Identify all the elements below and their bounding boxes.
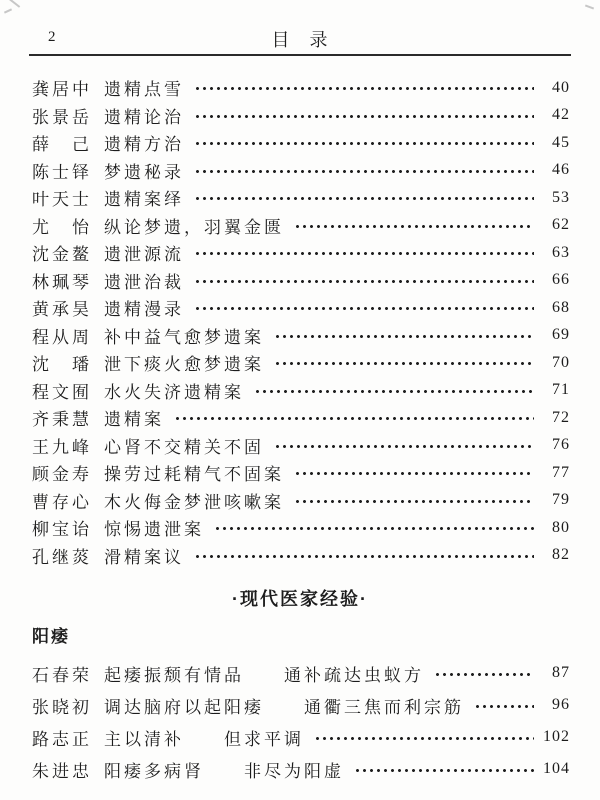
toc-entry-page: 40 xyxy=(552,78,570,96)
toc-entry-title: 主以清补 但求平调 xyxy=(104,729,304,749)
toc-entry-title: 遗精论治 xyxy=(104,107,184,127)
toc-entry-title: 惊惕遗泄案 xyxy=(104,520,204,540)
dot-leader xyxy=(354,753,534,785)
dot-leader xyxy=(174,404,534,432)
toc-entry-page: 46 xyxy=(552,161,570,179)
toc-entry-author: 黄承昊 xyxy=(32,300,92,320)
dot-leader xyxy=(294,212,534,240)
dot-leader xyxy=(194,102,534,130)
toc-entry xyxy=(32,657,570,689)
toc-entry-page: 53 xyxy=(552,188,570,206)
toc-entry-page: 66 xyxy=(552,271,570,289)
toc-entry-author: 沈 璠 xyxy=(32,355,92,375)
dot-leader xyxy=(274,349,534,377)
section-header-modern-physicians: ·现代医家经验· xyxy=(232,589,368,609)
toc-entry-author: 程文囿 xyxy=(32,382,92,402)
toc-entry-title: 水火失济遗精案 xyxy=(104,382,244,402)
toc-entry-author: 路志正 xyxy=(32,729,92,749)
toc-entry xyxy=(32,432,570,460)
toc-entry xyxy=(32,721,570,753)
toc-entry xyxy=(32,542,570,570)
toc-entry xyxy=(32,404,570,432)
toc-entry-author: 顾金寿 xyxy=(32,465,92,485)
toc-entry-page: 72 xyxy=(552,408,570,426)
toc-entry-title: 遗泄治裁 xyxy=(104,272,184,292)
dot-leader xyxy=(194,184,534,212)
page-header xyxy=(0,0,600,54)
toc-entry-title: 心肾不交精关不固 xyxy=(104,437,264,457)
toc-entry-page: 87 xyxy=(552,664,570,681)
toc-entry-author: 曹存心 xyxy=(32,492,92,512)
toc-entry xyxy=(32,322,570,350)
toc-entry-page: 80 xyxy=(552,518,570,536)
toc-entry xyxy=(32,102,570,130)
toc-entry xyxy=(32,129,570,157)
toc-entry xyxy=(32,239,570,267)
toc-entry xyxy=(32,514,570,542)
toc-entry-title: 遗精漫录 xyxy=(104,300,184,320)
toc-entry-title: 木火侮金梦泄咳嗽案 xyxy=(104,492,284,512)
toc-entry-title: 纵论梦遗，羽翼金匮 xyxy=(104,217,284,237)
toc-entry-page: 96 xyxy=(552,696,570,713)
toc-entry-author: 陈士铎 xyxy=(32,162,92,182)
dot-leader xyxy=(194,239,534,267)
toc-entry-author: 柳宝诒 xyxy=(32,520,92,540)
dot-leader xyxy=(294,487,534,515)
toc-entry-page: 68 xyxy=(552,298,570,316)
toc-entry xyxy=(32,267,570,295)
dot-leader xyxy=(194,74,534,102)
toc-entry-author: 叶天士 xyxy=(32,190,92,210)
toc-entry-page: 70 xyxy=(552,353,570,371)
toc-entry-author: 孔继菼 xyxy=(32,547,92,567)
toc-list-classical xyxy=(32,74,570,569)
toc-entry-author: 朱进忠 xyxy=(32,761,92,781)
toc-entry-page: 82 xyxy=(552,546,570,564)
toc-entry xyxy=(32,294,570,322)
toc-entry-title: 操劳过耗精气不固案 xyxy=(104,465,284,485)
subsection-header-yangwei: 阳痿 xyxy=(32,627,70,646)
toc-entry-author: 龚居中 xyxy=(32,80,92,100)
toc-entry-author: 程从周 xyxy=(32,327,92,347)
toc-entry xyxy=(32,349,570,377)
dot-leader xyxy=(214,514,534,542)
toc-entry-page: 62 xyxy=(552,216,570,234)
toc-entry xyxy=(32,157,570,185)
dot-leader xyxy=(194,267,534,295)
dot-leader xyxy=(434,657,534,689)
toc-entry-author: 薛 己 xyxy=(32,135,92,155)
toc-entry-author: 王九峰 xyxy=(32,437,92,457)
dot-leader xyxy=(194,294,534,322)
toc-list-modern xyxy=(32,657,570,785)
toc-entry-title: 泄下痰火愈梦遗案 xyxy=(104,355,264,375)
toc-entry-page: 102 xyxy=(543,728,570,745)
toc-entry-page: 42 xyxy=(552,106,570,124)
dot-leader xyxy=(194,542,534,570)
toc-entry-page: 63 xyxy=(552,243,570,261)
toc-entry-page: 104 xyxy=(543,760,570,777)
toc-entry xyxy=(32,487,570,515)
toc-entry-title: 调达脑府以起阳痿 通衢三焦而利宗筋 xyxy=(104,697,464,717)
toc-entry-title: 遗精案 xyxy=(104,410,164,430)
toc-entry-author: 石春荣 xyxy=(32,665,92,685)
dot-leader xyxy=(194,157,534,185)
toc-entry-title: 遗泄源流 xyxy=(104,245,184,265)
toc-entry xyxy=(32,753,570,785)
page-title: 目 录 xyxy=(271,30,329,50)
toc-entry-page: 77 xyxy=(552,463,570,481)
toc-entry-title: 阳痿多病肾 非尽为阳虚 xyxy=(104,761,344,781)
toc-entry-title: 补中益气愈梦遗案 xyxy=(104,327,264,347)
toc-entry xyxy=(32,212,570,240)
toc-entry xyxy=(32,74,570,102)
toc-entry-author: 齐秉慧 xyxy=(32,410,92,430)
dot-leader xyxy=(194,129,534,157)
toc-entry-title: 梦遗秘录 xyxy=(104,162,184,182)
dot-leader xyxy=(294,459,534,487)
toc-entry-page: 79 xyxy=(552,491,570,509)
toc-entry-author: 张景岳 xyxy=(32,107,92,127)
toc-entry-page: 69 xyxy=(552,326,570,344)
toc-entry xyxy=(32,184,570,212)
dot-leader xyxy=(314,721,534,753)
toc-entry-author: 沈金鳌 xyxy=(32,245,92,265)
dot-leader xyxy=(274,322,534,350)
toc-entry-page: 71 xyxy=(552,381,570,399)
toc-entry-title: 遗精案绎 xyxy=(104,190,184,210)
toc-entry-author: 林珮琴 xyxy=(32,272,92,292)
toc-entry-author: 张晓初 xyxy=(32,697,92,717)
toc-entry-page: 76 xyxy=(552,436,570,454)
toc-entry-author: 尤 怡 xyxy=(32,217,92,237)
toc-entry-page: 45 xyxy=(552,133,570,151)
header-rule xyxy=(29,54,571,56)
toc-entry-title: 遗精方治 xyxy=(104,135,184,155)
toc-entry xyxy=(32,459,570,487)
dot-leader xyxy=(274,432,534,460)
toc-entry-title: 遗精点雪 xyxy=(104,80,184,100)
dot-leader xyxy=(254,377,534,405)
toc-entry xyxy=(32,377,570,405)
page-number: 2 xyxy=(48,29,56,45)
dot-leader xyxy=(474,689,534,721)
toc-entry-title: 滑精案议 xyxy=(104,547,184,567)
toc-entry xyxy=(32,689,570,721)
toc-entry-title: 起痿振颓有情品 通补疏达虫蚁方 xyxy=(104,665,424,685)
